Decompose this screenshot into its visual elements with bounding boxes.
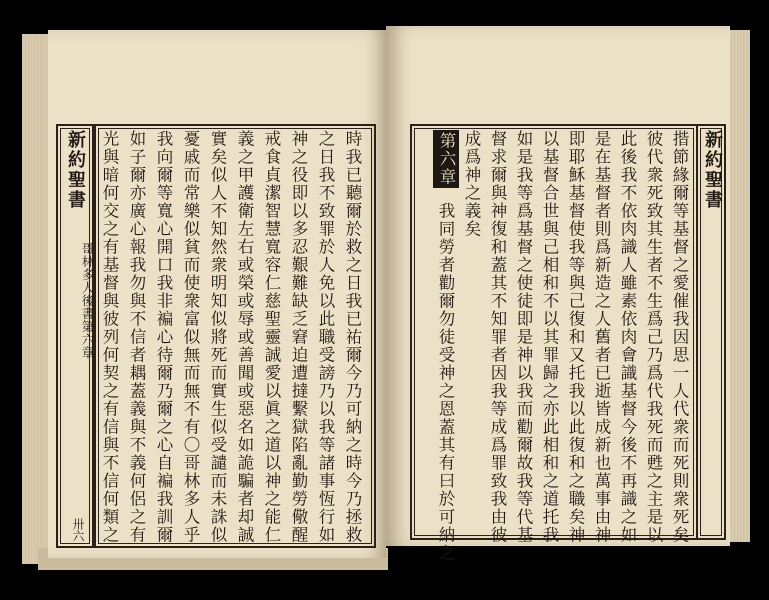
left-column-5: 義之甲護衛左右或榮或辱或善聞或惡名如詭騙者却誠 bbox=[235, 130, 254, 544]
left-section-label: 哥林多人後書第六章 bbox=[80, 242, 95, 359]
right-column-2: 彼代衆死致其生者不生爲己乃爲代我死而甦之主是以 bbox=[644, 130, 663, 544]
left-column-4: 戒食貞潔智慧寬容仁慈聖靈誠愛以眞之道以神之能仁 bbox=[262, 130, 281, 544]
right-column-5: 即耶穌基督使我等與己復和又托我以此復和之職矣神 bbox=[566, 130, 585, 544]
right-column-4: 是在基督者則爲新造之人舊者已逝皆成新也萬事由神 bbox=[592, 130, 611, 544]
left-column-2: 之日我不致罪於人免以此職受謗乃以我等諸事恆行如 bbox=[316, 130, 335, 544]
right-column-3: 此後我不依肉識人雖素依肉會識基督今後不再識之如 bbox=[618, 130, 637, 544]
left-column-8: 我向爾等寬心開口我非褊心待爾乃爾之心自褊我訓爾 bbox=[154, 130, 173, 544]
right-column-9: 成爲神之義矣 bbox=[462, 130, 481, 238]
left-column-7: 憂戚而常樂似貧而使衆富似無而無不有〇哥林多人乎 bbox=[181, 130, 200, 544]
left-column-3: 神之役即以多忍艱難缺乏窘迫遭撻繫獄陷亂勤勞儆醒 bbox=[289, 130, 308, 544]
left-column-1: 時我已聽爾於救之日我已祐爾今乃可納之時今乃拯救 bbox=[343, 130, 362, 544]
left-running-title: 新約聖書 bbox=[65, 130, 86, 210]
right-page-stack bbox=[728, 30, 750, 542]
left-column-6: 實矣似人不知然衆明知似將死而實生似受譴而未誅似 bbox=[208, 130, 227, 544]
right-page bbox=[386, 26, 730, 562]
left-column-10: 光與暗何交之有基督與彼列何契之有信與不信何類之 bbox=[100, 130, 119, 544]
right-column-1: 揩節緣爾等基督之愛催我因思一人代衆而死則衆死矣 bbox=[670, 130, 689, 544]
left-page-number: 卅六 bbox=[71, 518, 85, 542]
left-page bbox=[48, 30, 386, 558]
right-column-8: 督求爾與神復和蓋其不知罪者因我等成爲罪致我由彼 bbox=[488, 130, 507, 544]
right-column-7: 如是我等爲基督之使徒即是神以我而勸爾故我等代基 bbox=[514, 130, 533, 544]
right-running-title: 新約聖書 bbox=[702, 130, 723, 210]
chapter-heading: 第六章 bbox=[433, 130, 459, 188]
left-column-9: 如子爾亦廣心報我勿與不信者耦蓋義與不義何侶之有 bbox=[127, 130, 146, 544]
right-column-6: 以基督合世與己相和不以其罪歸之亦此相和之道托我 bbox=[540, 130, 559, 544]
right-column-10: 我同勞者勸爾勿徒受神之恩蓋其有曰於可納之 bbox=[436, 202, 455, 562]
